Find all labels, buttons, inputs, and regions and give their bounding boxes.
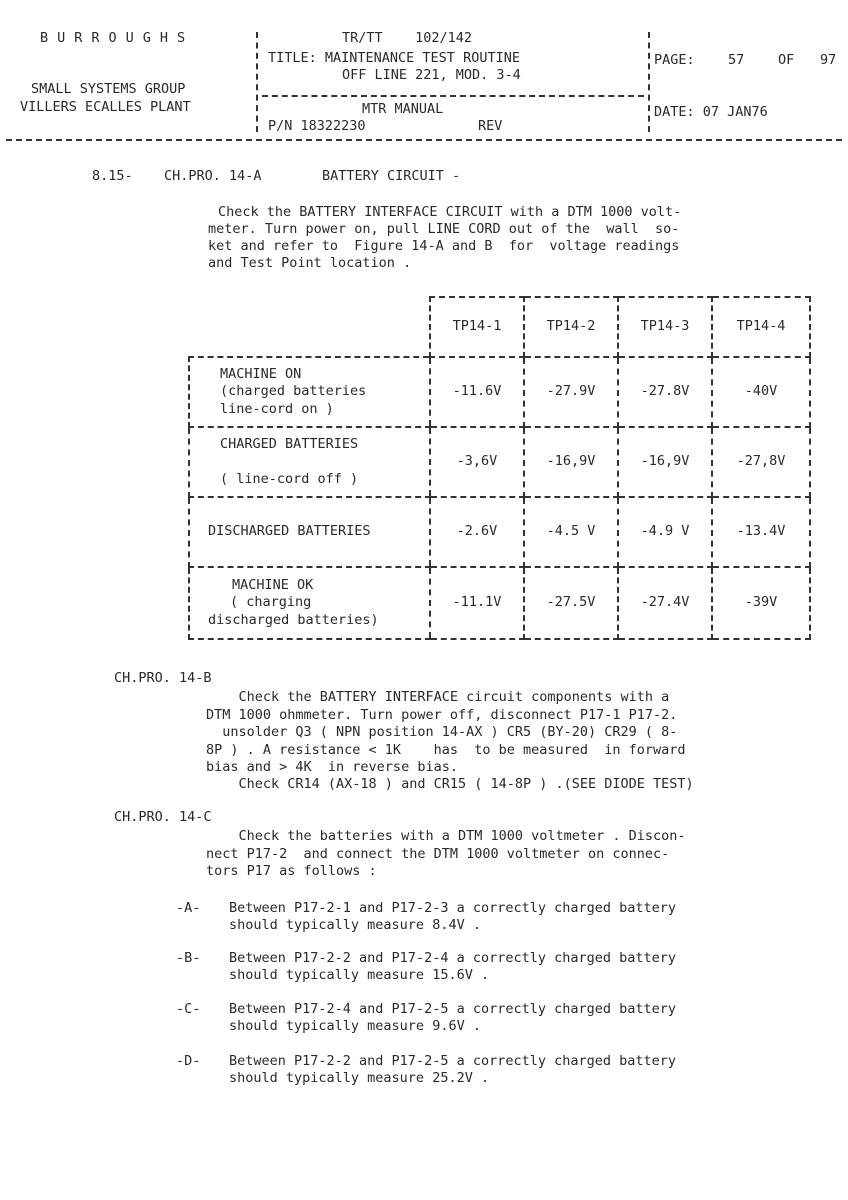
doc-title-line1: TITLE: MAINTENANCE TEST ROUTINE [268, 50, 520, 66]
voltage-table [188, 296, 811, 640]
row-label: MACHINE ON (charged batteries line-cord on ) [189, 357, 430, 427]
table-cell: -11.6V [430, 357, 524, 427]
row-label: MACHINE OK ( charging discharged batteries) [189, 567, 430, 639]
table-cell: -11.1V [430, 567, 524, 639]
item-text: should typically measure 25.2V . [229, 1070, 490, 1086]
table-cell: -27.5V [524, 567, 618, 639]
table-cell: -16,9V [618, 427, 712, 497]
table-cell: -13.4V [712, 497, 810, 567]
proc-b-line: unsolder Q3 ( NPN position 14-AX ) CR5 (BY-20) CR29 ( 8- [206, 724, 678, 740]
item-text: Between P17-2-2 and P17-2-4 a correctly charged battery [229, 950, 677, 966]
row-label: DISCHARGED BATTERIES [189, 497, 430, 567]
table-header-row [189, 297, 810, 357]
page-total: 97 [820, 52, 837, 68]
table-header-cell: TP14-1 [430, 297, 524, 357]
page-of: OF [778, 52, 795, 68]
page-number: 57 [728, 52, 745, 68]
part-number: P/N 18322230 [268, 118, 366, 134]
intro-line-2: meter. Turn power on, pull LINE CORD out of the wall so- [208, 221, 680, 237]
table-cell: -2.6V [430, 497, 524, 567]
table-cell: -4.9 V [618, 497, 712, 567]
table-header-cell: TP14-4 [712, 297, 810, 357]
section-number: 8.15- [92, 168, 133, 184]
doc-date: DATE: 07 JAN76 [654, 104, 768, 120]
intro-line-4: and Test Point location . [208, 255, 412, 271]
proc-c-line: nect P17-2 and connect the DTM 1000 voltmeter on connec- [206, 846, 670, 862]
doc-title-line2: OFF LINE 221, MOD. 3-4 [342, 67, 521, 83]
page-label: PAGE: [654, 52, 695, 68]
table-header-cell: TP14-2 [524, 297, 618, 357]
table-cell: -16,9V [524, 427, 618, 497]
proc-c-title: CH.PRO. 14-C [114, 809, 212, 825]
header-bottom-rule [6, 139, 842, 141]
table-cell: -3,6V [430, 427, 524, 497]
table-row [189, 567, 810, 639]
item-text: should typically measure 8.4V . [229, 917, 481, 933]
item-text: Between P17-2-4 and P17-2-5 a correctly charged battery [229, 1001, 677, 1017]
proc-b-line: Check CR14 (AX-18 ) and CR15 ( 14-8P ) .(SEE DIODE TEST) [206, 776, 694, 792]
table-cell: -27,8V [712, 427, 810, 497]
proc-b-line: bias and > 4K in reverse bias. [206, 759, 458, 775]
table-row [189, 497, 810, 567]
table-cell: -27.8V [618, 357, 712, 427]
table-cell: -39V [712, 567, 810, 639]
header-inner-rule [262, 95, 644, 97]
table-header-cell: TP14-3 [618, 297, 712, 357]
header-divider-left [256, 32, 258, 132]
manual-name: MTR MANUAL [362, 101, 444, 117]
header-divider-right [648, 32, 650, 132]
item-tag: -A- [176, 900, 201, 916]
proc-c-line: tors P17 as follows : [206, 863, 377, 879]
proc-c-line: Check the batteries with a DTM 1000 voltmeter . Discon- [206, 828, 686, 844]
doc-reference: TR/TT 102/142 [342, 30, 473, 46]
company-name: BURROUGHS [40, 30, 195, 46]
intro-line-1: Check the BATTERY INTERFACE CIRCUIT with a DTM 1000 volt- [218, 204, 682, 220]
group-name: SMALL SYSTEMS GROUP [31, 81, 186, 97]
item-tag: -D- [176, 1053, 201, 1069]
intro-line-3: ket and refer to Figure 14-A and B for voltage readings [208, 238, 680, 254]
table-row [189, 357, 810, 427]
section-title: BATTERY CIRCUIT - [322, 168, 461, 184]
table-cell: -40V [712, 357, 810, 427]
plant-name: VILLERS ECALLES PLANT [20, 99, 191, 115]
item-text: should typically measure 9.6V . [229, 1018, 481, 1034]
item-tag: -C- [176, 1001, 201, 1017]
item-text: Between P17-2-2 and P17-2-5 a correctly charged battery [229, 1053, 677, 1069]
revision: REV [478, 118, 503, 134]
table-cell: -27.9V [524, 357, 618, 427]
section-proc: CH.PRO. 14-A [164, 168, 262, 184]
table-cell: -4.5 V [524, 497, 618, 567]
table-row [189, 427, 810, 497]
proc-b-line: DTM 1000 ohmmeter. Turn power off, disconnect P17-1 P17-2. [206, 707, 678, 723]
item-text: should typically measure 15.6V . [229, 967, 490, 983]
proc-b-line: 8P ) . A resistance < 1K has to be measured in forward [206, 742, 686, 758]
row-label: CHARGED BATTERIES ( line-cord off ) [189, 427, 430, 497]
item-tag: -B- [176, 950, 201, 966]
proc-b-title: CH.PRO. 14-B [114, 670, 212, 686]
proc-b-line: Check the BATTERY INTERFACE circuit components with a [206, 689, 670, 705]
item-text: Between P17-2-1 and P17-2-3 a correctly charged battery [229, 900, 677, 916]
table-cell: -27.4V [618, 567, 712, 639]
